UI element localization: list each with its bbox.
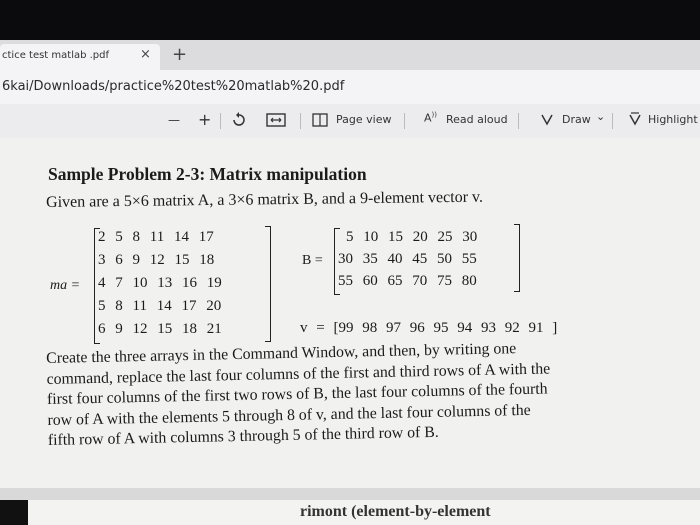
- toolbar-divider: [404, 113, 405, 129]
- page-view-icon: [312, 112, 328, 131]
- draw-icon: [540, 112, 554, 129]
- vector-v: v = [99 98 97 96 95 94 93 92 91 ]: [300, 320, 558, 336]
- page-title: Sample Problem 2-3: Matrix manipulation: [48, 164, 367, 184]
- read-aloud-button[interactable]: Read aloud: [446, 113, 508, 126]
- tab-bar: [0, 40, 700, 70]
- matrix-a-row: 5 8 11 14 17 20: [98, 298, 222, 314]
- toolbar-divider: [220, 113, 221, 129]
- paragraph-line: command, replace the last four columns of the first and third rows of A with the: [46, 359, 551, 388]
- toolbar-divider: [612, 113, 613, 129]
- matrix-a-row: 4 7 10 13 16 19: [98, 275, 222, 291]
- matrix-b-label: B =: [302, 253, 323, 268]
- tab-title: ctice test matlab .pdf: [2, 50, 110, 61]
- highlight-icon: [628, 112, 642, 129]
- chevron-down-icon[interactable]: ⌄: [596, 110, 606, 123]
- zoom-out-button[interactable]: —: [168, 113, 180, 127]
- toolbar-divider: [518, 113, 519, 129]
- matrix-a-label: ma =: [50, 278, 81, 293]
- read-aloud-icon: A)): [424, 111, 437, 125]
- paragraph-line: first four columns of the first two rows of B, the last four columns of the fourth: [46, 380, 548, 408]
- new-tab-button[interactable]: +: [172, 44, 188, 65]
- toolbar-divider: [300, 113, 301, 129]
- close-icon[interactable]: ×: [140, 47, 151, 62]
- problem-paragraph: [46, 336, 658, 451]
- given-statement: Given are a 5×6 matrix A, a 3×6 matrix B, and a 9-element vector v.: [46, 188, 484, 211]
- pdf-toolbar: [0, 104, 700, 139]
- paragraph-line: Create the three arrays in the Command Window, and then, by writing one: [46, 340, 517, 367]
- draw-button[interactable]: Draw: [562, 113, 591, 126]
- page-gap: [0, 488, 700, 500]
- fit-page-icon[interactable]: [266, 112, 286, 131]
- zoom-in-button[interactable]: +: [198, 110, 212, 129]
- address-bar[interactable]: [0, 70, 700, 105]
- next-page-text: rimont (element-by-element: [300, 503, 491, 520]
- screen-top-bezel: [0, 0, 700, 40]
- tab-pdf[interactable]: [0, 44, 160, 70]
- paragraph-line: row of A with the elements 5 through 8 of v, and the last four columns of the: [47, 401, 531, 429]
- matrix-a-right-bracket: [265, 226, 271, 342]
- matrix-a-row: 2 5 8 11 14 17: [98, 229, 214, 245]
- matrix-b-right-bracket: [514, 224, 520, 292]
- page-view-button[interactable]: Page view: [336, 113, 392, 126]
- paragraph-line: fifth row of A with columns 3 through 5 of the third row of B.: [47, 423, 439, 449]
- matrix-a-row: 3 6 9 12 15 18: [98, 252, 215, 268]
- matrix-b-row: 55 60 65 70 75 80: [338, 273, 477, 289]
- address-text[interactable]: 6kai/Downloads/practice%20test%20matlab%20.pdf: [2, 79, 345, 94]
- rotate-icon[interactable]: [230, 111, 248, 132]
- matrix-b-row: 30 35 40 45 50 55: [338, 251, 477, 267]
- matrix-a-row: 6 9 12 15 18 21: [98, 321, 222, 337]
- matrix-b-row: 5 10 15 20 25 30: [346, 229, 478, 245]
- highlight-button[interactable]: Highlight: [648, 113, 698, 126]
